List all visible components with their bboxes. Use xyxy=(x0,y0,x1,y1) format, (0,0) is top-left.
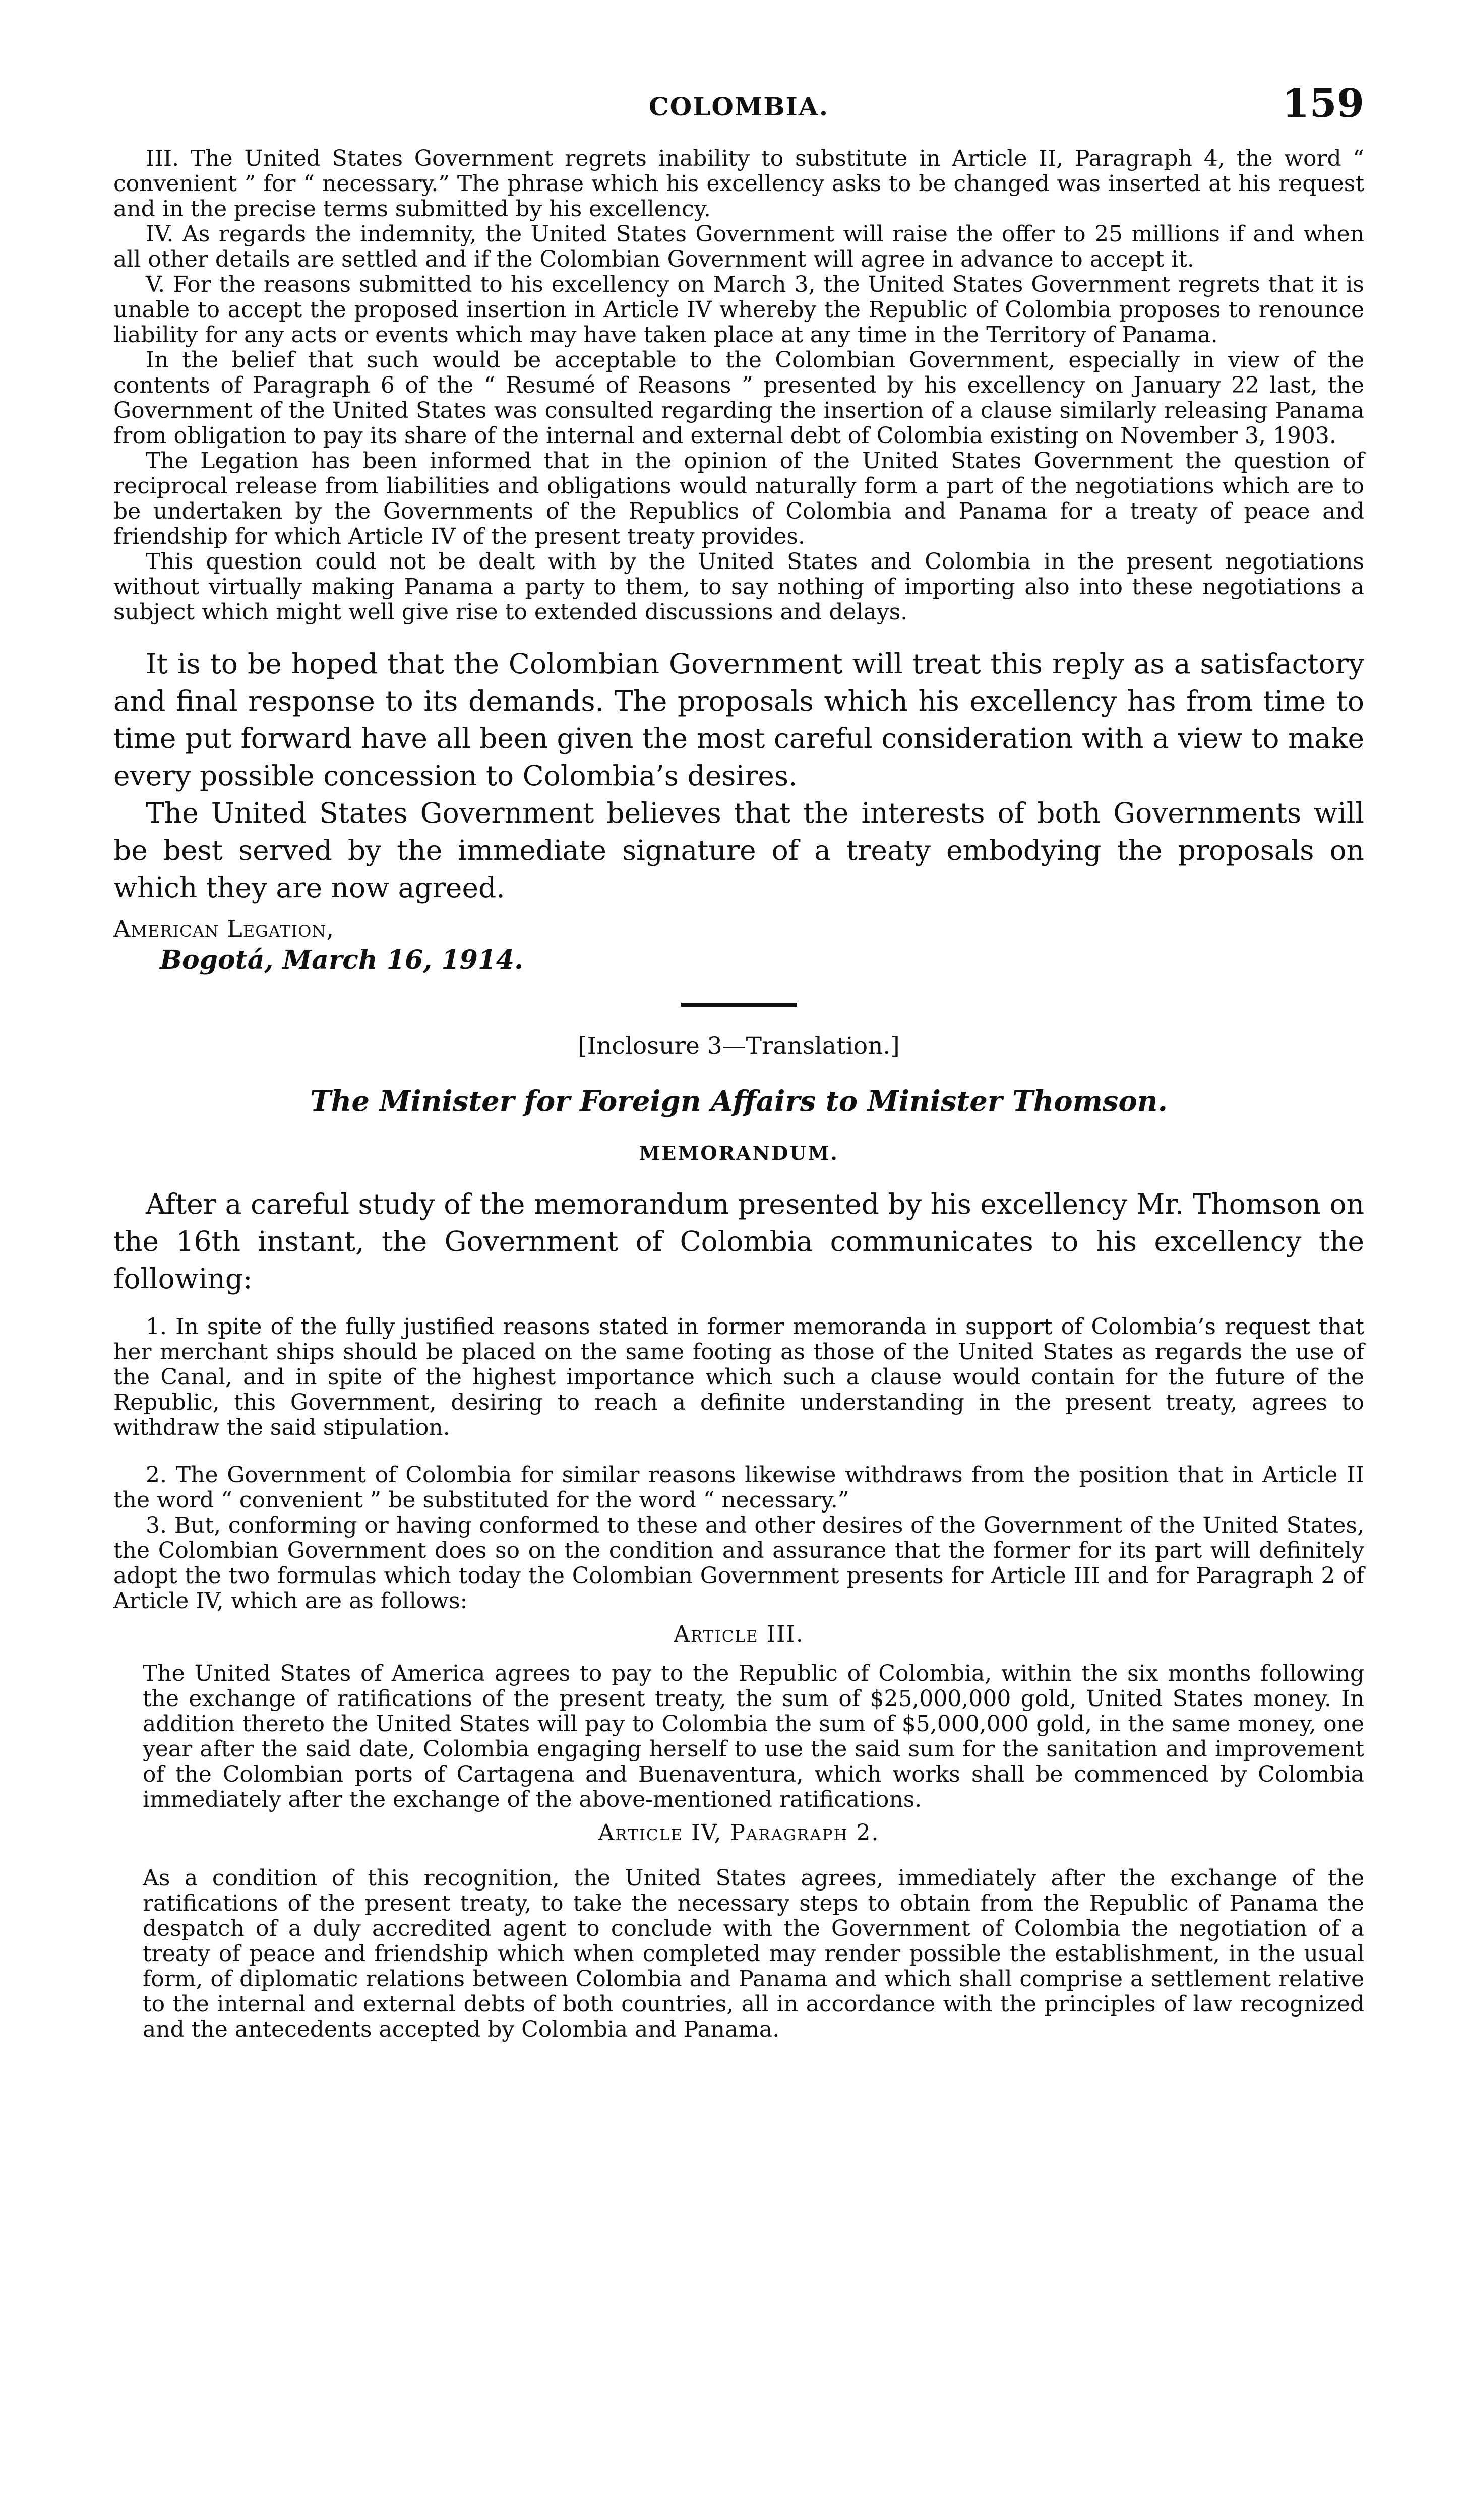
reply-points xyxy=(113,146,1364,625)
reply-paragraph-question: This question could not be dealt with by the United States and Colombia in the present negotiations without virtually making Panama a party to them, to say nothing of importing also into these negotiations a subject which might well give rise to extended discussions and delays. xyxy=(113,549,1364,625)
memorandum-intro-block xyxy=(113,1185,1364,1297)
memorandum-point-3: 3. But, conforming or having conformed to these and other desires of the Government of the United States, the Colombian Government does so on the condition and assurance that the former for its part will definitely adopt the two formulas which today the Colombian Government presents for Article III and for Paragraph 2 of Article IV, which are as follows: xyxy=(113,1513,1364,1614)
article-iv-paragraph-2-text: As a condition of this recognition, the United States agrees, immediately after the exchange of the ratifications of the present treaty, to take the necessary steps to obtain from the Republic of Panama the despatch of a duly accredited agent to conclude with the Government of Colombia the negotiation of a treaty of peace and friendship which when completed may render possible the establishment, in the usual form, of diplomatic relations between Colombia and Panama and which shall comprise a settlement relative to the internal and external debts of both countries, all in accordance with the principles of law recognized and the antecedents accepted by Colombia and Panama. xyxy=(143,1865,1364,2042)
closing-paragraphs xyxy=(113,645,1364,906)
memorandum-intro: After a careful study of the memorandum presented by his excellency Mr. Thomson on the 16th instant, the Government of Colombia communicates to his excellency the following: xyxy=(113,1188,1364,1295)
page-number: 159 xyxy=(1282,81,1364,127)
signature-block xyxy=(113,913,1364,976)
reply-point-iv: IV. As regards the indemnity, the United States Government will raise the offer to 25 millions if and when all other details are settled and if the Colombian Government will agree in advance to accept it. xyxy=(113,221,1364,272)
article-iv-paragraph-2-block xyxy=(113,1866,1364,2042)
article-iv-paragraph-2-heading: Article IV, Paragraph 2. xyxy=(598,1820,880,1846)
running-title: COLOMBIA. xyxy=(648,92,829,121)
article-iii-block xyxy=(113,1661,1364,1812)
reply-point-v: V. For the reasons submitted to his excellency on March 3, the United States Government regrets that it is unable to accept the proposed insertion in Article IV whereby the Republic of Colombia proposes to renounce liability for any acts or events which may have taken place at any time in the Territory of Panama. xyxy=(113,272,1364,348)
memorandum-point-1: 1. In spite of the fully justified reasons stated in former memoranda in support of Colombia’s request that her merchant ships should be placed on the same footing as those of the United States as regards the use of the Canal, and in spite of the highest importance which such a clause would contain for the future of the Republic, this Government, desiring to reach a definite understanding in the present treaty, agrees to withdraw the said stipulation. xyxy=(113,1314,1364,1440)
reply-point-iii: III. The United States Government regrets inability to substitute in Article II, Paragraph 4, the word “ convenient ” for “ necessary.” The phrase which his excellency asks to be changed was inserted at his request and in the precise terms submitted by his excellency. xyxy=(113,146,1364,222)
signature-organization: American Legation, xyxy=(113,915,334,942)
closing-paragraph: It is to be hoped that the Colombian Government will treat this reply as a satisfactory and final response to its demands. The proposals which his excellency has from time to time put forward have all been given the most careful consideration with a view to make every possible concession to Colombia’s desires. xyxy=(113,648,1364,792)
letter-title: The Minister for Foreign Affairs to Minister Thomson. xyxy=(310,1085,1168,1118)
article-iii-heading: Article III. xyxy=(674,1621,804,1647)
article-iii-text: The United States of America agrees to pay to the Republic of Colombia, within the six months following the exchange of ratifications of the present treaty, the sum of $25,000,000 gold, United States money. In addition thereto the United States will pay to Colombia the sum of $5,000,000 gold, in the same money, one year after the said date, Colombia engaging herself to use the said sum for the sanitation and improvement of the Colombian ports of Cartagena and Buenaventura, which works shall be commenced by Colombia immediately after the exchange of the above-mentioned ratifications. xyxy=(143,1661,1364,1812)
section-divider xyxy=(681,1003,797,1007)
closing-paragraph: The United States Government believes that the interests of both Governments will be best served by the immediate signature of a treaty embodying the proposals on which they are now agreed. xyxy=(113,797,1364,904)
memorandum-heading: MEMORANDUM. xyxy=(639,1142,839,1164)
page-header xyxy=(113,81,1364,136)
reply-paragraph-legation: The Legation has been informed that in the opinion of the United States Government the question of reciprocal release from liabilities and obligations would naturally form a part of the negotiations which are to be undertaken by the Governments of the Republics of Colombia and Panama for a treaty of peace and friendship for which Article IV of the present treaty provides. xyxy=(113,448,1364,549)
inclosure-label: [Inclosure 3—Translation.] xyxy=(578,1032,900,1060)
memorandum-point-2: 2. The Government of Colombia for similar reasons likewise withdraws from the position that in Article II the word “ convenient ” be substituted for the word “ necessary.” xyxy=(113,1462,1364,1513)
signature-place-date: Bogotá, March 16, 1914. xyxy=(160,944,524,975)
memorandum-points xyxy=(113,1314,1364,1614)
reply-paragraph-belief: In the belief that such would be acceptable to the Colombian Government, especially in view of the contents of Paragraph 6 of the “ Resumé of Reasons ” presented by his excellency on January 22 last, the Government of the United States was consulted regarding the insertion of a clause similarly releasing Panama from obligation to pay its share of the internal and external debt of Colombia existing on November 3, 1903. xyxy=(113,347,1364,449)
